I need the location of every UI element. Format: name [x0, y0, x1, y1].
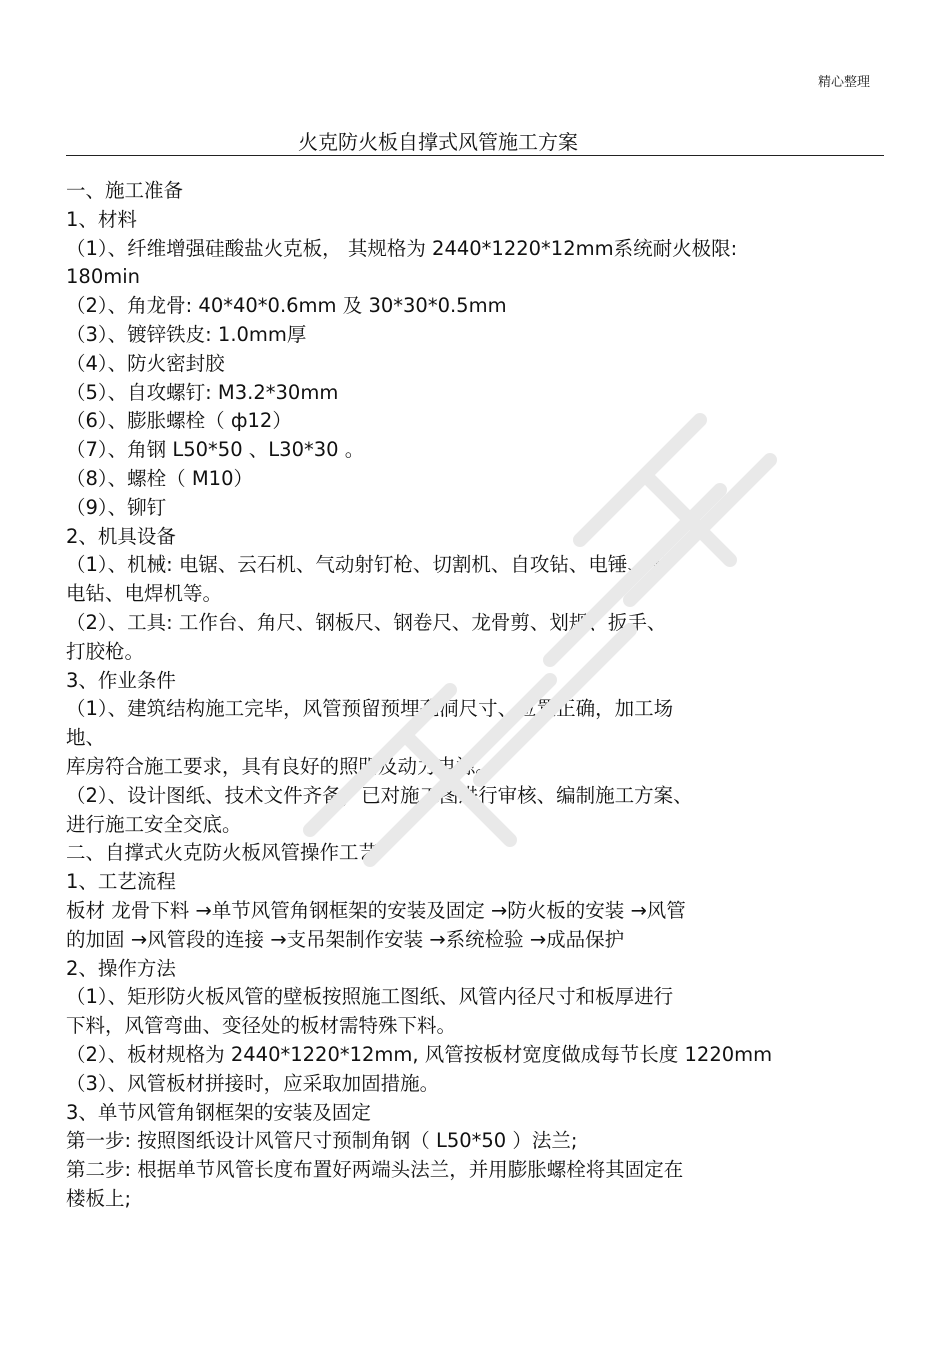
text-line: 3、作业条件 [66, 668, 176, 692]
header-tag: 精心整理 [818, 75, 871, 90]
text-line: 二、自撑式火克防火板风管操作工艺 [66, 841, 379, 865]
text-line: 地、 [66, 726, 106, 750]
text-line: 第一步: 按照图纸设计风管尺寸预制角钢（ L50*50 ）法兰; [66, 1129, 578, 1153]
text-line: 库房符合施工要求，具有良好的照明及动力电源。 [66, 754, 496, 778]
text-line: 打胶枪。 [66, 639, 145, 663]
text-line: （9）、铆钉 [66, 495, 167, 519]
text-line: 3、单节风管角钢框架的安装及固定 [66, 1100, 371, 1124]
text-line: 楼板上; [66, 1186, 132, 1210]
text-line: （2）、板材规格为 2440*1220*12mm, 风管按板材宽度做成每节长度 1220mm [66, 1042, 773, 1066]
text-line: 一、施工准备 [66, 179, 184, 202]
text-line: （2）、角龙骨: 40*40*0.6mm 及 30*30*0.5mm [66, 294, 507, 318]
title-divider [66, 155, 884, 156]
text-line: （3）、镀锌铁皮: 1.0mm厚 [66, 322, 307, 346]
text-line: 进行施工安全交底。 [66, 812, 242, 836]
document-title: 火克防火板自撑式风管施工方案 [298, 130, 578, 154]
text-line: （3）、风管板材拼接时，应采取加固措施。 [66, 1071, 440, 1095]
text-line: （8）、螺栓（ M10） [66, 466, 253, 490]
text-line: 1、工艺流程 [66, 870, 176, 894]
text-line: （1）、纤维增强硅酸盐火克板， 其规格为 2440*1220*12mm系统耐火极限: [66, 236, 738, 260]
document-body [66, 177, 886, 1214]
text-line: （1）、建筑结构施工完毕，风管预留预埋孔洞尺寸、位置正确，加工场 [66, 697, 674, 721]
text-line: （6）、膨胀螺栓（ ф12） [66, 409, 292, 433]
text-line: （2）、工具: 工作台、角尺、钢板尺、钢卷尺、龙骨剪、划规、扳手、 [66, 610, 667, 634]
text-line: 电钻、电焊机等。 [66, 582, 223, 606]
text-line: （5）、自攻螺钉: M3.2*30mm [66, 380, 339, 404]
text-line: 板材 龙骨下料 →单节风管角钢框架的安装及固定 →防火板的安装 →风管 [66, 898, 686, 922]
text-line: 第二步: 根据单节风管长度布置好两端头法兰，并用膨胀螺栓将其固定在 [66, 1158, 684, 1182]
text-line: 1、材料 [66, 207, 137, 231]
text-line: 2、机具设备 [66, 524, 176, 548]
text-line: 下料，风管弯曲、变径处的板材需特殊下料。 [66, 1014, 457, 1038]
text-line: 2、操作方法 [66, 956, 176, 980]
text-line: 的加固 →风管段的连接 →支吊架制作安装 →系统检验 →成品保护 [66, 927, 625, 951]
text-line: （4）、防火密封胶 [66, 351, 225, 375]
text-line: （1）、机械: 电锯、云石机、气动射钉枪、切割机、自攻钻、电锤、手 [66, 553, 667, 577]
text-line: 180min [66, 265, 140, 289]
text-line: （1）、矩形防火板风管的壁板按照施工图纸、风管内径尺寸和板厚进行 [66, 985, 674, 1009]
text-line: （7）、角钢 L50*50 、L30*30 。 [66, 438, 365, 462]
text-line: （2）、设计图纸、技术文件齐备，已对施工图进行审核、编制施工方案、 [66, 783, 693, 807]
